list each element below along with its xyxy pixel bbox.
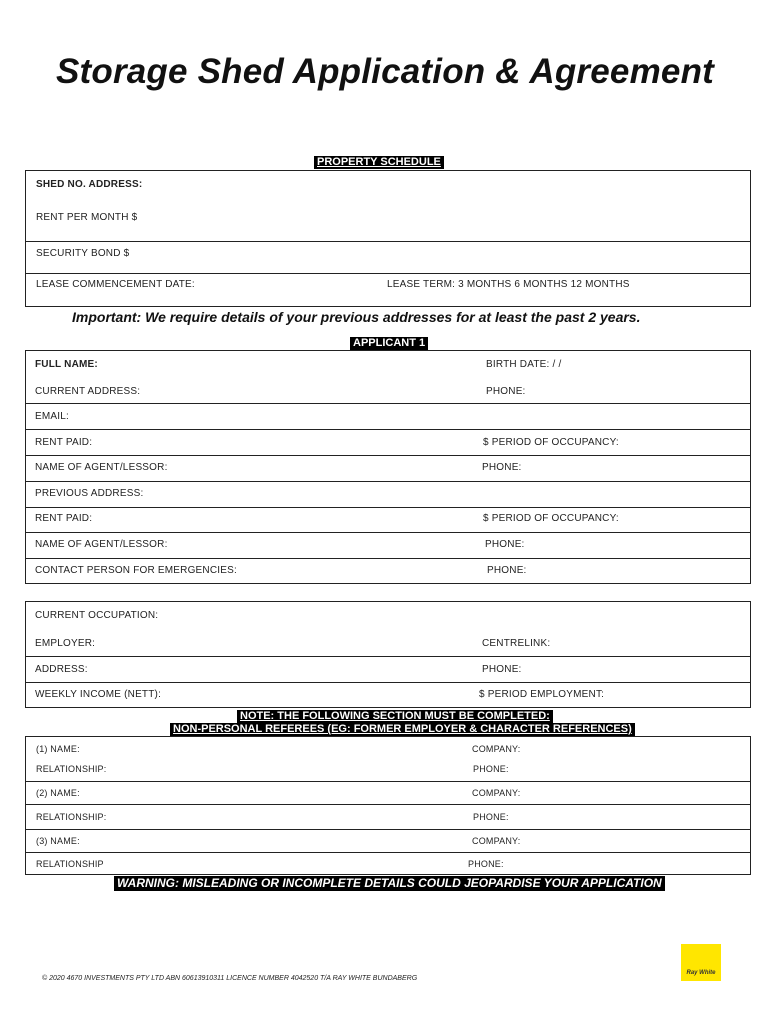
referee-2-phone-field[interactable]: PHONE: bbox=[473, 812, 509, 822]
divider bbox=[26, 829, 750, 830]
divider bbox=[26, 656, 750, 657]
employer-field[interactable]: EMPLOYER: bbox=[35, 638, 96, 649]
referees-note: NOTE: THE FOLLOWING SECTION MUST BE COMPLETED: bbox=[237, 710, 553, 723]
divider bbox=[26, 682, 750, 683]
security-bond-field[interactable]: SECURITY BOND $ bbox=[36, 248, 130, 259]
page-title: Storage Shed Application & Agreement bbox=[55, 52, 715, 91]
referee-2-name-field[interactable]: (2) NAME: bbox=[36, 788, 80, 798]
divider bbox=[26, 241, 750, 242]
divider bbox=[26, 532, 750, 533]
referee-3-phone-field[interactable]: PHONE: bbox=[468, 859, 504, 869]
property-schedule-heading: PROPERTY SCHEDULE bbox=[314, 156, 444, 169]
referee-1-name-field[interactable]: (1) NAME: bbox=[36, 744, 80, 754]
divider bbox=[26, 852, 750, 853]
applicant-heading: APPLICANT 1 bbox=[350, 337, 428, 350]
referee-1-phone-field[interactable]: PHONE: bbox=[473, 764, 509, 774]
emergency-contact-field[interactable]: CONTACT PERSON FOR EMERGENCIES: bbox=[35, 565, 237, 576]
referee-1-company-field[interactable]: COMPANY: bbox=[472, 744, 521, 754]
previous-agent-phone-field[interactable]: PHONE: bbox=[485, 539, 525, 550]
phone-field[interactable]: PHONE: bbox=[486, 386, 526, 397]
employer-address-field[interactable]: ADDRESS: bbox=[35, 664, 88, 675]
email-field[interactable]: EMAIL: bbox=[35, 411, 69, 422]
birth-date-field[interactable]: BIRTH DATE: / / bbox=[486, 359, 562, 370]
employer-phone-field[interactable]: PHONE: bbox=[482, 664, 522, 675]
referee-3-relationship-field[interactable]: RELATIONSHIP bbox=[36, 859, 104, 869]
divider bbox=[26, 403, 750, 404]
referee-1-relationship-field[interactable]: RELATIONSHIP: bbox=[36, 764, 107, 774]
ray-white-logo bbox=[681, 944, 721, 981]
rent-paid-field[interactable]: RENT PAID: bbox=[35, 437, 93, 448]
weekly-income-field[interactable]: WEEKLY INCOME (NETT): bbox=[35, 689, 162, 700]
period-employment-field[interactable]: $ PERIOD EMPLOYMENT: bbox=[479, 689, 605, 700]
divider bbox=[26, 429, 750, 430]
footer-copyright: © 2020 4670 INVESTMENTS PTY LTD ABN 60613910311 LICENCE NUMBER 4042520 T/A RAY WHITE BUNDABERG bbox=[42, 975, 418, 982]
shed-no-address-field[interactable]: SHED NO. ADDRESS: bbox=[36, 179, 143, 190]
referees-box bbox=[25, 736, 751, 875]
divider bbox=[26, 481, 750, 482]
property-schedule-box bbox=[25, 170, 751, 307]
centrelink-field[interactable]: CENTRELINK: bbox=[482, 638, 551, 649]
rent-per-month-field[interactable]: RENT PER MONTH $ bbox=[36, 212, 138, 223]
important-notice: Important: We require details of your previous addresses for at least the past 2 years. bbox=[72, 309, 641, 325]
previous-agent-field[interactable]: NAME OF AGENT/LESSOR: bbox=[35, 539, 168, 550]
divider bbox=[26, 455, 750, 456]
emergency-phone-field[interactable]: PHONE: bbox=[487, 565, 527, 576]
period-of-occupancy-field[interactable]: $ PERIOD OF OCCUPANCY: bbox=[483, 437, 619, 448]
lease-term-field[interactable]: LEASE TERM: 3 MONTHS 6 MONTHS 12 MONTHS bbox=[387, 279, 630, 290]
employment-box bbox=[25, 601, 751, 708]
previous-period-field[interactable]: $ PERIOD OF OCCUPANCY: bbox=[483, 513, 619, 524]
referee-2-company-field[interactable]: COMPANY: bbox=[472, 788, 521, 798]
previous-rent-paid-field[interactable]: RENT PAID: bbox=[35, 513, 93, 524]
agent-phone-field[interactable]: PHONE: bbox=[482, 462, 522, 473]
warning-banner: WARNING: MISLEADING OR INCOMPLETE DETAILS COULD JEOPARDISE YOUR APPLICATION bbox=[114, 876, 665, 891]
agent-lessor-field[interactable]: NAME OF AGENT/LESSOR: bbox=[35, 462, 168, 473]
lease-commencement-field[interactable]: LEASE COMMENCEMENT DATE: bbox=[36, 279, 195, 290]
referee-3-name-field[interactable]: (3) NAME: bbox=[36, 836, 80, 846]
referees-heading: NON-PERSONAL REFEREES (EG: FORMER EMPLOYER & CHARACTER REFERENCES) bbox=[170, 723, 635, 736]
occupation-field[interactable]: CURRENT OCCUPATION: bbox=[35, 610, 159, 621]
divider bbox=[26, 781, 750, 782]
divider bbox=[26, 804, 750, 805]
divider bbox=[26, 507, 750, 508]
referee-2-relationship-field[interactable]: RELATIONSHIP: bbox=[36, 812, 107, 822]
divider bbox=[26, 558, 750, 559]
referee-3-company-field[interactable]: COMPANY: bbox=[472, 836, 521, 846]
current-address-field[interactable]: CURRENT ADDRESS: bbox=[35, 386, 141, 397]
full-name-field[interactable]: FULL NAME: bbox=[35, 359, 98, 370]
divider bbox=[26, 273, 750, 274]
previous-address-field[interactable]: PREVIOUS ADDRESS: bbox=[35, 488, 144, 499]
applicant-box bbox=[25, 350, 751, 584]
logo-text: Ray White bbox=[686, 970, 716, 976]
